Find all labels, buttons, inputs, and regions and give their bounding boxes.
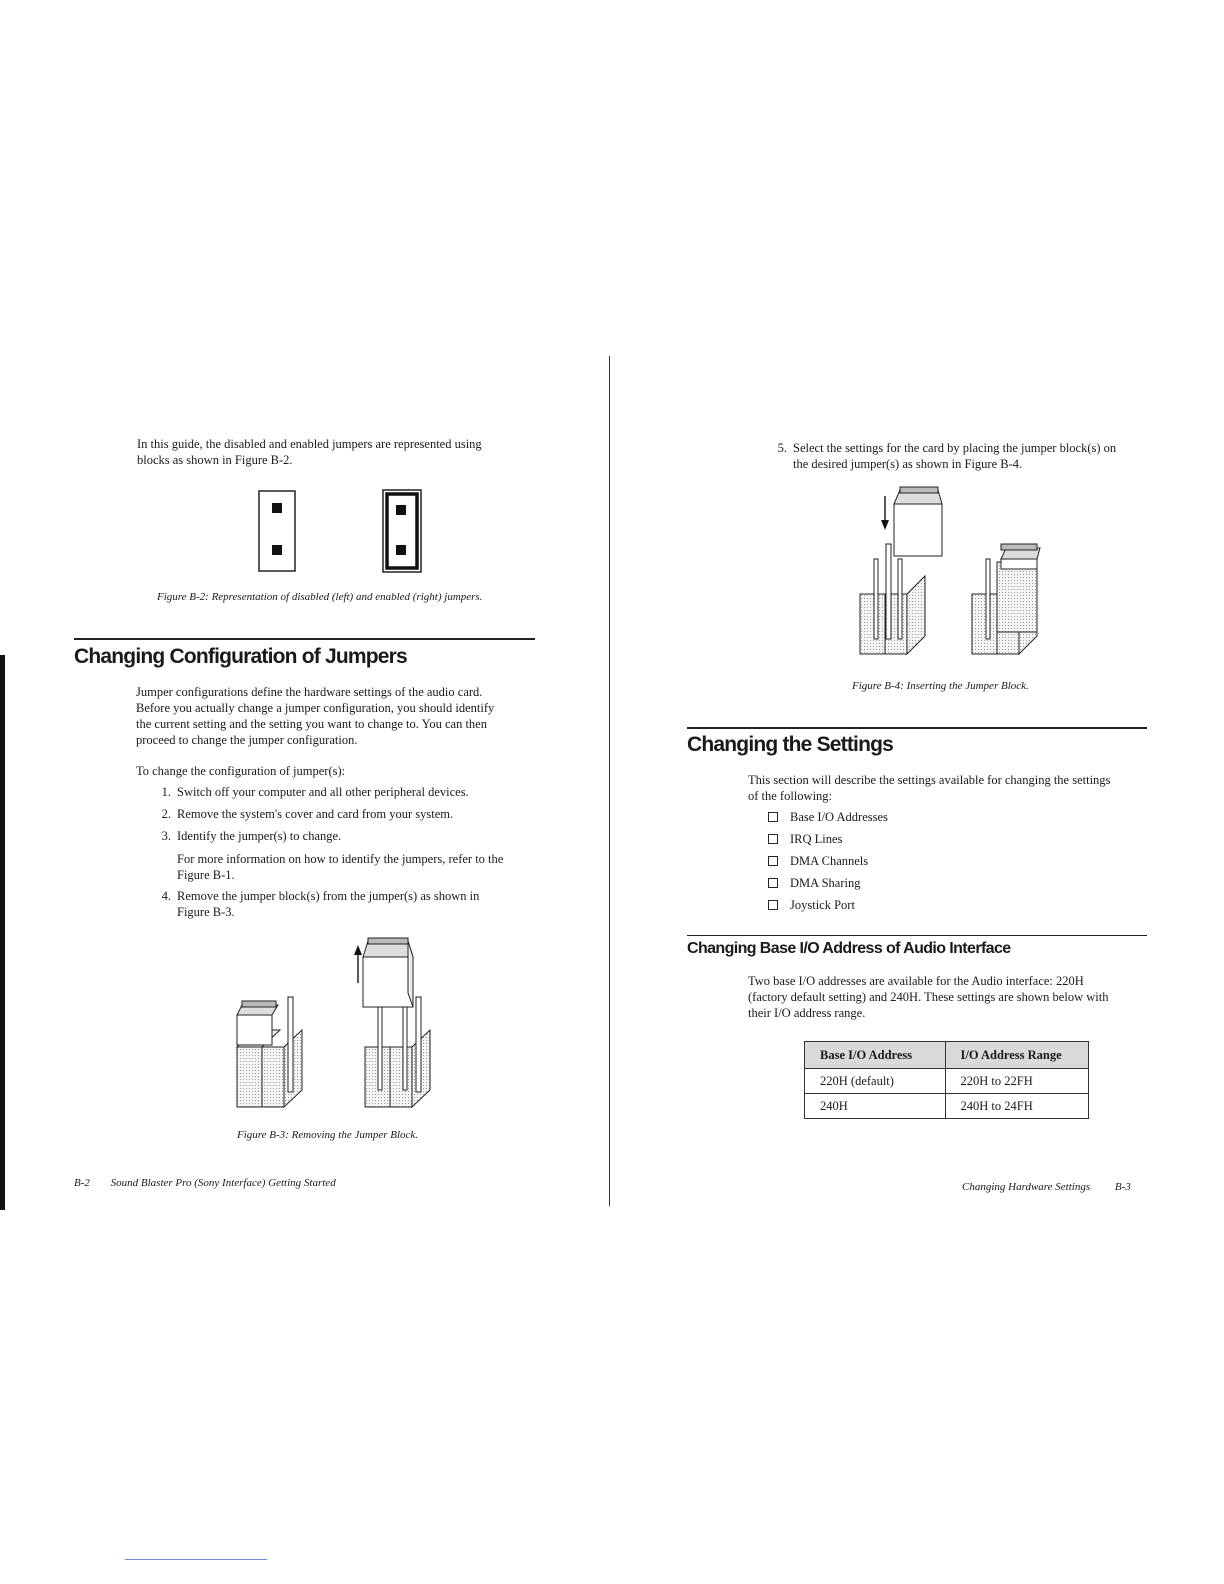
step-number: 4. [161,889,171,903]
settings-list-label: Joystick Port [790,898,855,912]
center-gutter-line [609,356,610,1206]
figure-b4-caption: Figure B-4: Inserting the Jumper Block. [852,680,1029,692]
step-text: Switch off your computer and all other peripheral devices. [177,785,469,799]
intro-line-2: blocks as shown in Figure B-2. [137,453,293,467]
step-item [161,784,469,800]
configuration-body [136,684,536,748]
step-number: 2. [161,807,171,821]
checkbox-icon [768,812,778,822]
step-item [161,828,342,844]
settings-list-label: Base I/O Addresses [790,810,888,824]
down-arrow-icon [881,496,889,530]
checkbox-icon [768,834,778,844]
chapter-title: Changing Hardware Settings [962,1181,1091,1193]
step-text: Identify the jumper(s) to change. [177,829,342,843]
book-title: Sound Blaster Pro (Sony Interface) Getting Started [110,1177,336,1189]
checkbox-icon [768,900,778,910]
settings-list-item [768,853,868,869]
settings-list-label: IRQ Lines [790,832,843,846]
base-io-body [748,973,1148,1021]
step-number: 3. [161,829,171,843]
checkbox-icon [768,856,778,866]
left-edge-bar [0,655,5,1210]
body-line: their I/O address range. [748,1006,866,1020]
step-text: Remove the system's cover and card from your system. [177,807,454,821]
body-line: Two base I/O addresses are available for the Audio interface: 220H [748,974,1084,988]
checkbox-icon [768,878,778,888]
body-line: This section will describe the settings available for changing the settings [748,773,1111,787]
table-row [805,1069,1089,1094]
page-number-left: B-2 [74,1177,90,1189]
section-rule-right [687,727,1147,729]
step-text: Remove the jumper block(s) from the jumper(s) as shown in [177,889,480,903]
figure-b4-inserting-jumper [858,484,1058,664]
step-text: the desired jumper(s) as shown in Figure B-4. [793,457,1023,471]
footer-right [962,1181,1131,1193]
settings-list-label: DMA Channels [790,854,869,868]
steps-intro: To change the configuration of jumper(s): [136,764,346,778]
figure-b2-jumpers [250,485,430,577]
body-line: Before you actually change a jumper configuration, you should identify [136,701,495,715]
table-cell: 240H to 24FH [945,1094,1089,1119]
table-header-cell: I/O Address Range [945,1042,1089,1069]
figure-b2-caption: Figure B-2: Representation of disabled (left) and enabled (right) jumpers. [157,591,483,603]
settings-body [748,772,1148,804]
page-number-right: B-3 [1114,1181,1131,1193]
body-line: of the following: [748,789,833,803]
intro-paragraph [137,436,537,468]
footer-left [74,1177,336,1189]
jumper-block-lifted-icon [363,938,430,1107]
section-title-configuration: Changing Configuration of Jumpers [74,645,407,668]
body-line: Jumper configurations define the hardware settings of the audio card. [136,685,483,699]
jumper-with-block-icon [972,544,1040,654]
note-line: For more information on how to identify the jumpers, refer to the [177,852,504,866]
step-item [777,440,1117,472]
table-header-cell: Base I/O Address [805,1042,946,1069]
step-3-note [177,851,537,883]
table-header-row [805,1042,1089,1069]
body-line: proceed to change the jumper configuration. [136,733,358,747]
jumper-with-block-icon [237,997,302,1107]
intro-line-1: In this guide, the disabled and enabled jumpers are represented using [137,437,482,451]
table-cell: 220H (default) [805,1069,946,1094]
settings-list-item [768,831,842,847]
up-arrow-icon [354,945,362,983]
step-item [161,806,454,822]
step-text: Select the settings for the card by placing the jumper block(s) on [793,441,1117,455]
table-cell: 220H to 22FH [945,1069,1089,1094]
table-cell: 240H [805,1094,946,1119]
section-title-settings: Changing the Settings [687,733,894,756]
settings-list-item [768,875,861,891]
step-number: 1. [161,785,171,799]
settings-list-label: DMA Sharing [790,876,861,890]
settings-list-item [768,809,888,825]
note-line: Figure B-1. [177,868,235,882]
section-rule-left [74,638,535,640]
step-number: 5. [777,441,787,455]
io-address-table [804,1041,1089,1119]
enabled-jumper-icon [383,490,421,572]
table-row [805,1094,1089,1119]
figure-b3-caption: Figure B-3: Removing the Jumper Block. [237,1129,419,1141]
step-text: Figure B-3. [177,905,235,919]
disabled-jumper-icon [259,491,295,571]
body-line: the current setting and the setting you want to change to. You can then [136,717,487,731]
subsection-rule [687,935,1147,936]
subsection-title-base-io: Changing Base I/O Address of Audio Interface [687,940,1011,957]
figure-b3-removing-jumper [228,935,448,1115]
step-item [161,888,480,920]
body-line: (factory default setting) and 240H. These settings are shown below with [748,990,1109,1004]
scan-link-line [125,1559,267,1560]
jumper-block-descending-icon [860,487,942,654]
settings-list-item [768,897,855,913]
